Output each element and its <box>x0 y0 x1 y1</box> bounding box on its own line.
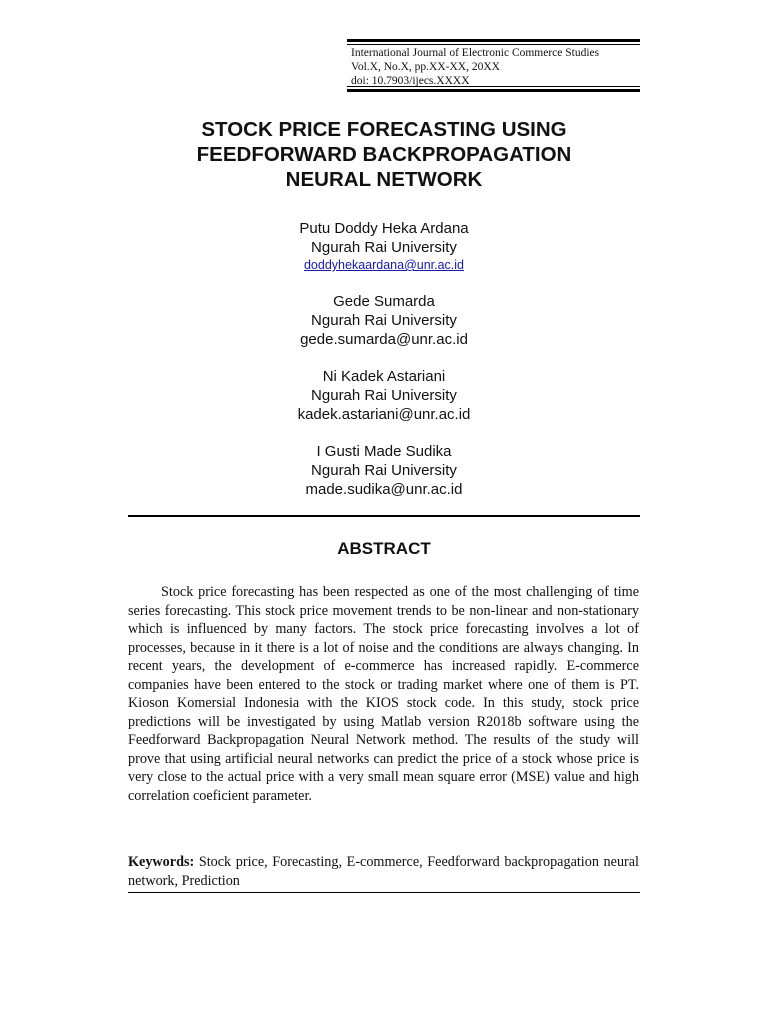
author-block <box>128 292 640 349</box>
author-block <box>128 219 640 274</box>
keywords <box>128 853 639 891</box>
author-block <box>128 442 640 499</box>
keywords-label: Keywords: <box>128 854 195 870</box>
journal-name: International Journal of Electronic Commerce Studies <box>351 47 600 59</box>
author-name: I Gusti Made Sudika <box>316 443 452 460</box>
author-name: Putu Doddy Heka Ardana <box>299 220 469 237</box>
author-block <box>128 367 640 424</box>
author-affiliation: Ngurah Rai University <box>311 387 457 404</box>
author-name: Ni Kadek Astariani <box>322 368 446 385</box>
author-email-link[interactable]: doddyhekaardana@unr.ac.id <box>303 258 465 272</box>
title-line-2: FEEDFORWARD BACKPROPAGATION <box>196 143 572 166</box>
divider-bottom <box>128 892 640 893</box>
journal-doi: doi: 10.7903/ijecs.XXXX <box>351 75 470 87</box>
author-email: gede.sumarda@unr.ac.id <box>300 331 468 348</box>
journal-volume: Vol.X, No.X, pp.XX-XX, 20XX <box>351 61 500 73</box>
author-email: kadek.astariani@unr.ac.id <box>297 406 471 423</box>
author-affiliation: Ngurah Rai University <box>311 239 457 256</box>
divider-top <box>128 515 640 517</box>
keywords-text: Stock price, Forecasting, E-commerce, Feedforward backpropagation neural network, Prediction <box>128 854 640 889</box>
title-line-3: NEURAL NETWORK <box>285 168 483 191</box>
author-email: made.sudika@unr.ac.id <box>305 481 463 498</box>
author-affiliation: Ngurah Rai University <box>311 312 457 329</box>
abstract-heading: ABSTRACT <box>337 539 431 558</box>
author-affiliation: Ngurah Rai University <box>311 462 457 479</box>
abstract-text: Stock price forecasting has been respected as one of the most challenging of time series forecasting. This stock price movement trends to be non-linear and non-stationary which is influenced by many factors. The stock price forecasting involves a lot of processes, because in it there is a lot of noise and the conditions are always changing. In recent years, the development of e-commerce has increased rapidly. E-commerce companies have been entered to the stock or trading market where one of them is PT. Kioson Komersial Indonesia with the KIOS stock code. In this study, stock price predictions will be investigated by using Matlab version R2018b software using the Feedforward Backpropagation Neural Network method. The results of the study will prove that using artificial neural networks can predict the price of a stock whose price is very close to the actual price with a very small mean square error (MSE) value and high correlation coeficient parameter. <box>128 584 639 805</box>
title-line-1: STOCK PRICE FORECASTING USING <box>201 118 567 141</box>
author-name: Gede Sumarda <box>333 293 435 310</box>
paper-title <box>128 117 640 192</box>
author-list <box>128 219 640 517</box>
journal-header <box>347 39 640 92</box>
